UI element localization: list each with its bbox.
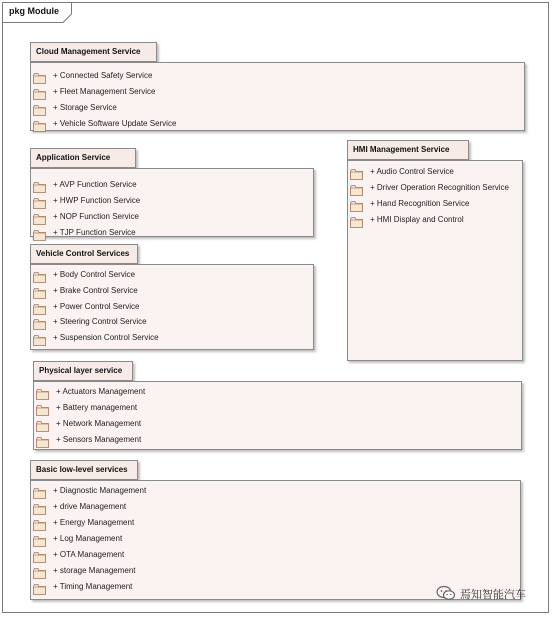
package-tab	[30, 460, 138, 480]
folder-icon	[33, 119, 46, 130]
package-item-label: + Steering Control Service	[53, 317, 147, 327]
package-tab	[347, 140, 469, 160]
folder-icon	[33, 566, 46, 577]
frame-title: pkg Module	[9, 6, 59, 16]
package-item-label: + Driver Operation Recognition Service	[370, 183, 509, 192]
package-item-label: + Log Management	[53, 534, 123, 543]
package-item-label: + OTA Management	[53, 550, 125, 559]
package-title: HMI Management Service	[353, 145, 450, 154]
package-item-label: + Brake Control Service	[53, 285, 138, 295]
folder-icon	[33, 582, 46, 593]
folder-icon	[33, 180, 46, 191]
folder-icon	[33, 270, 46, 281]
folder-icon	[33, 103, 46, 114]
package-item-label: + Body Control Service	[53, 270, 136, 279]
folder-icon	[33, 317, 46, 328]
folder-icon	[33, 333, 46, 344]
package-item-label: + Sensors Management	[56, 435, 142, 444]
package-item-label: + Connected Safety Service	[53, 71, 153, 80]
package-item-label: + Diagnostic Management	[53, 486, 147, 495]
watermark-text: 焉知智能汽车	[460, 589, 526, 601]
package-title: Application Service	[36, 153, 111, 162]
package-tab	[30, 148, 136, 168]
package-item-label: + Vehicle Software Update Service	[53, 119, 177, 128]
folder-icon	[33, 502, 46, 513]
folder-icon	[33, 550, 46, 561]
folder-icon	[33, 87, 46, 98]
folder-icon	[36, 387, 49, 398]
package-item-label: + Power Control Service	[53, 301, 140, 311]
package-item-label: + Timing Management	[53, 582, 133, 591]
folder-icon	[33, 486, 46, 497]
package-item-label: + Fleet Management Service	[53, 87, 156, 96]
folder-icon	[33, 286, 46, 297]
folder-icon	[350, 199, 363, 210]
package-item-label: + AVP Function Service	[53, 180, 137, 189]
package-item-label: + TJP Function Service	[53, 228, 136, 237]
package-title: Physical layer service	[39, 366, 123, 375]
package-item-label: + HMI Display and Control	[370, 215, 464, 224]
folder-icon	[36, 403, 49, 414]
package-item-label: + Energy Management	[53, 518, 135, 527]
folder-icon	[350, 183, 363, 194]
folder-icon	[350, 215, 363, 226]
package-title: Cloud Management Service	[36, 47, 141, 56]
folder-icon	[33, 228, 46, 239]
package-item-label: + Battery management	[56, 403, 138, 412]
package-title: Vehicle Control Services	[36, 249, 130, 258]
package-item-label: + NOP Function Service	[53, 212, 139, 221]
package-item-label: + storage Management	[53, 566, 136, 575]
package-item-label: + Audio Control Service	[370, 167, 454, 176]
package-item-label: + Actuators Management	[56, 387, 146, 396]
package-item-label: + Storage Service	[53, 103, 117, 112]
package-title: Basic low-level services	[36, 465, 128, 474]
folder-icon	[33, 196, 46, 207]
folder-icon	[36, 419, 49, 430]
folder-icon	[33, 518, 46, 529]
folder-icon	[33, 212, 46, 223]
folder-icon	[350, 167, 363, 178]
package-tab	[33, 361, 133, 381]
package-item-label: + drive Management	[53, 502, 127, 511]
package-item-label: + Network Management	[56, 419, 142, 428]
package-item-label: + Suspension Control Service	[53, 333, 159, 342]
wechat-icon	[436, 585, 456, 601]
folder-icon	[33, 71, 46, 82]
package-tab	[30, 244, 138, 264]
package-item-label: + Hand Recognition Service	[370, 199, 470, 208]
package-item-label: + HWP Function Service	[53, 196, 141, 205]
package-tab	[30, 42, 157, 62]
folder-icon	[33, 302, 46, 313]
folder-icon	[33, 534, 46, 545]
folder-icon	[36, 435, 49, 446]
